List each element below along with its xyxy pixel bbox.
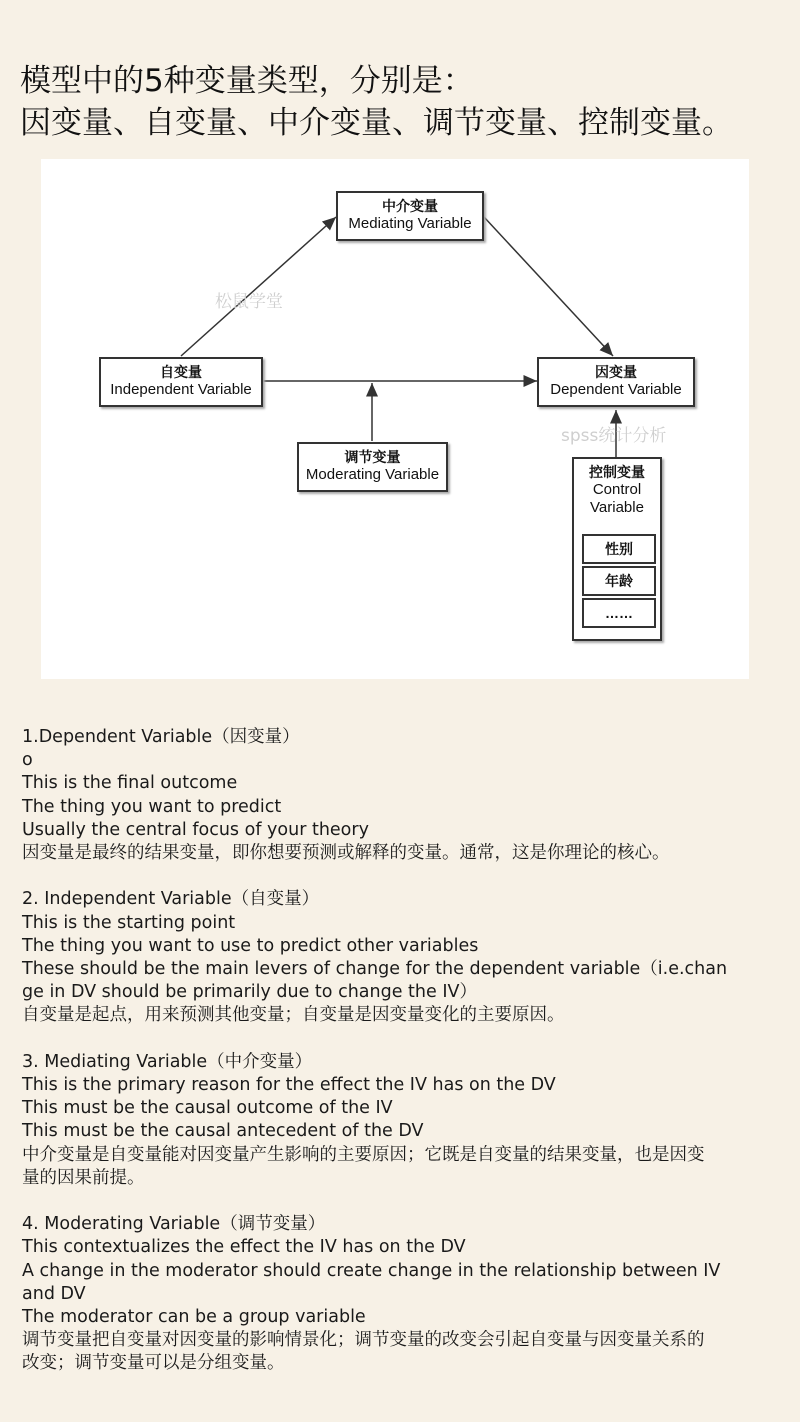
- moderating-en-label: Moderating Variable: [305, 466, 440, 483]
- mediating-variable-box: [336, 191, 484, 241]
- variable-diagram: [41, 159, 749, 679]
- text-line: The moderator can be a group variable: [22, 1307, 366, 1328]
- dependent-variable-box: [537, 357, 695, 407]
- section-dependent: [22, 726, 782, 865]
- explanation-text: [22, 726, 782, 1376]
- section-independent: [22, 888, 782, 1027]
- text-line: This contextualizes the effect the IV has on the DV: [22, 1237, 466, 1258]
- moderating-variable-box: [297, 442, 448, 492]
- independent-zh-label: 自变量: [160, 364, 202, 380]
- text-line: This is the primary reason for the effect the IV has on the DV: [22, 1075, 556, 1096]
- dependent-en-label: Dependent Variable: [550, 381, 682, 398]
- text-line: A change in the moderator should create change in the relationship between IV: [22, 1260, 721, 1281]
- text-line: 调节变量把自变量对因变量的影响情景化；调节变量的改变会引起自变量与因变量关系的: [22, 1330, 705, 1351]
- section-mediating: [22, 1051, 782, 1190]
- mediating-en-label: Mediating Variable: [348, 215, 472, 232]
- text-line: 改变；调节变量可以是分组变量。: [22, 1353, 285, 1374]
- text-line: Usually the central focus of your theory: [22, 819, 369, 840]
- control-item-gender: 性别: [582, 534, 656, 564]
- section-heading: 4. Moderating Variable（调节变量）: [22, 1214, 326, 1235]
- text-line: 因变量是最终的结果变量，即你想要预测或解释的变量。通常，这是你理论的核心。: [22, 843, 670, 864]
- page-title: [20, 60, 790, 144]
- mediating-zh-label: 中介变量: [382, 198, 438, 214]
- watermark-2: spss统计分析: [561, 426, 667, 446]
- arrow-mediator-to-dv: [484, 217, 613, 356]
- text-line: o: [22, 750, 33, 771]
- control-zh-label: 控制变量: [589, 464, 645, 480]
- text-line: 自变量是起点，用来预测其他变量；自变量是因变量变化的主要原因。: [22, 1005, 565, 1026]
- dependent-zh-label: 因变量: [595, 364, 637, 380]
- text-line: 量的因果前提。: [22, 1167, 145, 1188]
- control-item-more: ……: [582, 598, 656, 628]
- text-line: This is the final outcome: [22, 773, 238, 794]
- independent-variable-box: [99, 357, 263, 407]
- section-heading: 2. Independent Variable（自变量）: [22, 889, 320, 910]
- text-line: This is the starting point: [22, 912, 236, 933]
- title-line-1: 模型中的5种变量类型，分别是：: [20, 63, 474, 99]
- text-line: ge in DV should be primarily due to change the IV）: [22, 982, 477, 1003]
- control-item-age: 年龄: [582, 566, 656, 596]
- section-heading: 3. Mediating Variable（中介变量）: [22, 1051, 313, 1072]
- control-en-label-1: Control: [592, 481, 642, 498]
- text-line: This must be the causal outcome of the IV: [22, 1098, 393, 1119]
- control-en-label-2: Variable: [590, 499, 644, 516]
- text-line: This must be the causal antecedent of the DV: [22, 1121, 424, 1142]
- text-line: and DV: [22, 1283, 86, 1304]
- section-moderating: [22, 1213, 782, 1375]
- independent-en-label: Independent Variable: [110, 381, 252, 398]
- text-line: 中介变量是自变量能对因变量产生影响的主要原因；它既是自变量的结果变量，也是因变: [22, 1144, 705, 1165]
- text-line: The thing you want to use to predict other variables: [22, 935, 479, 956]
- section-heading: 1.Dependent Variable（因变量）: [22, 727, 300, 747]
- control-variable-box: [572, 457, 662, 641]
- text-line: The thing you want to predict: [22, 796, 282, 817]
- title-line-2: 因变量、自变量、中介变量、调节变量、控制变量。: [20, 105, 733, 141]
- moderating-zh-label: 调节变量: [344, 449, 401, 465]
- text-line: These should be the main levers of change for the dependent variable（i.e.chan: [22, 959, 728, 980]
- watermark-1: 松鼠学堂: [215, 292, 283, 312]
